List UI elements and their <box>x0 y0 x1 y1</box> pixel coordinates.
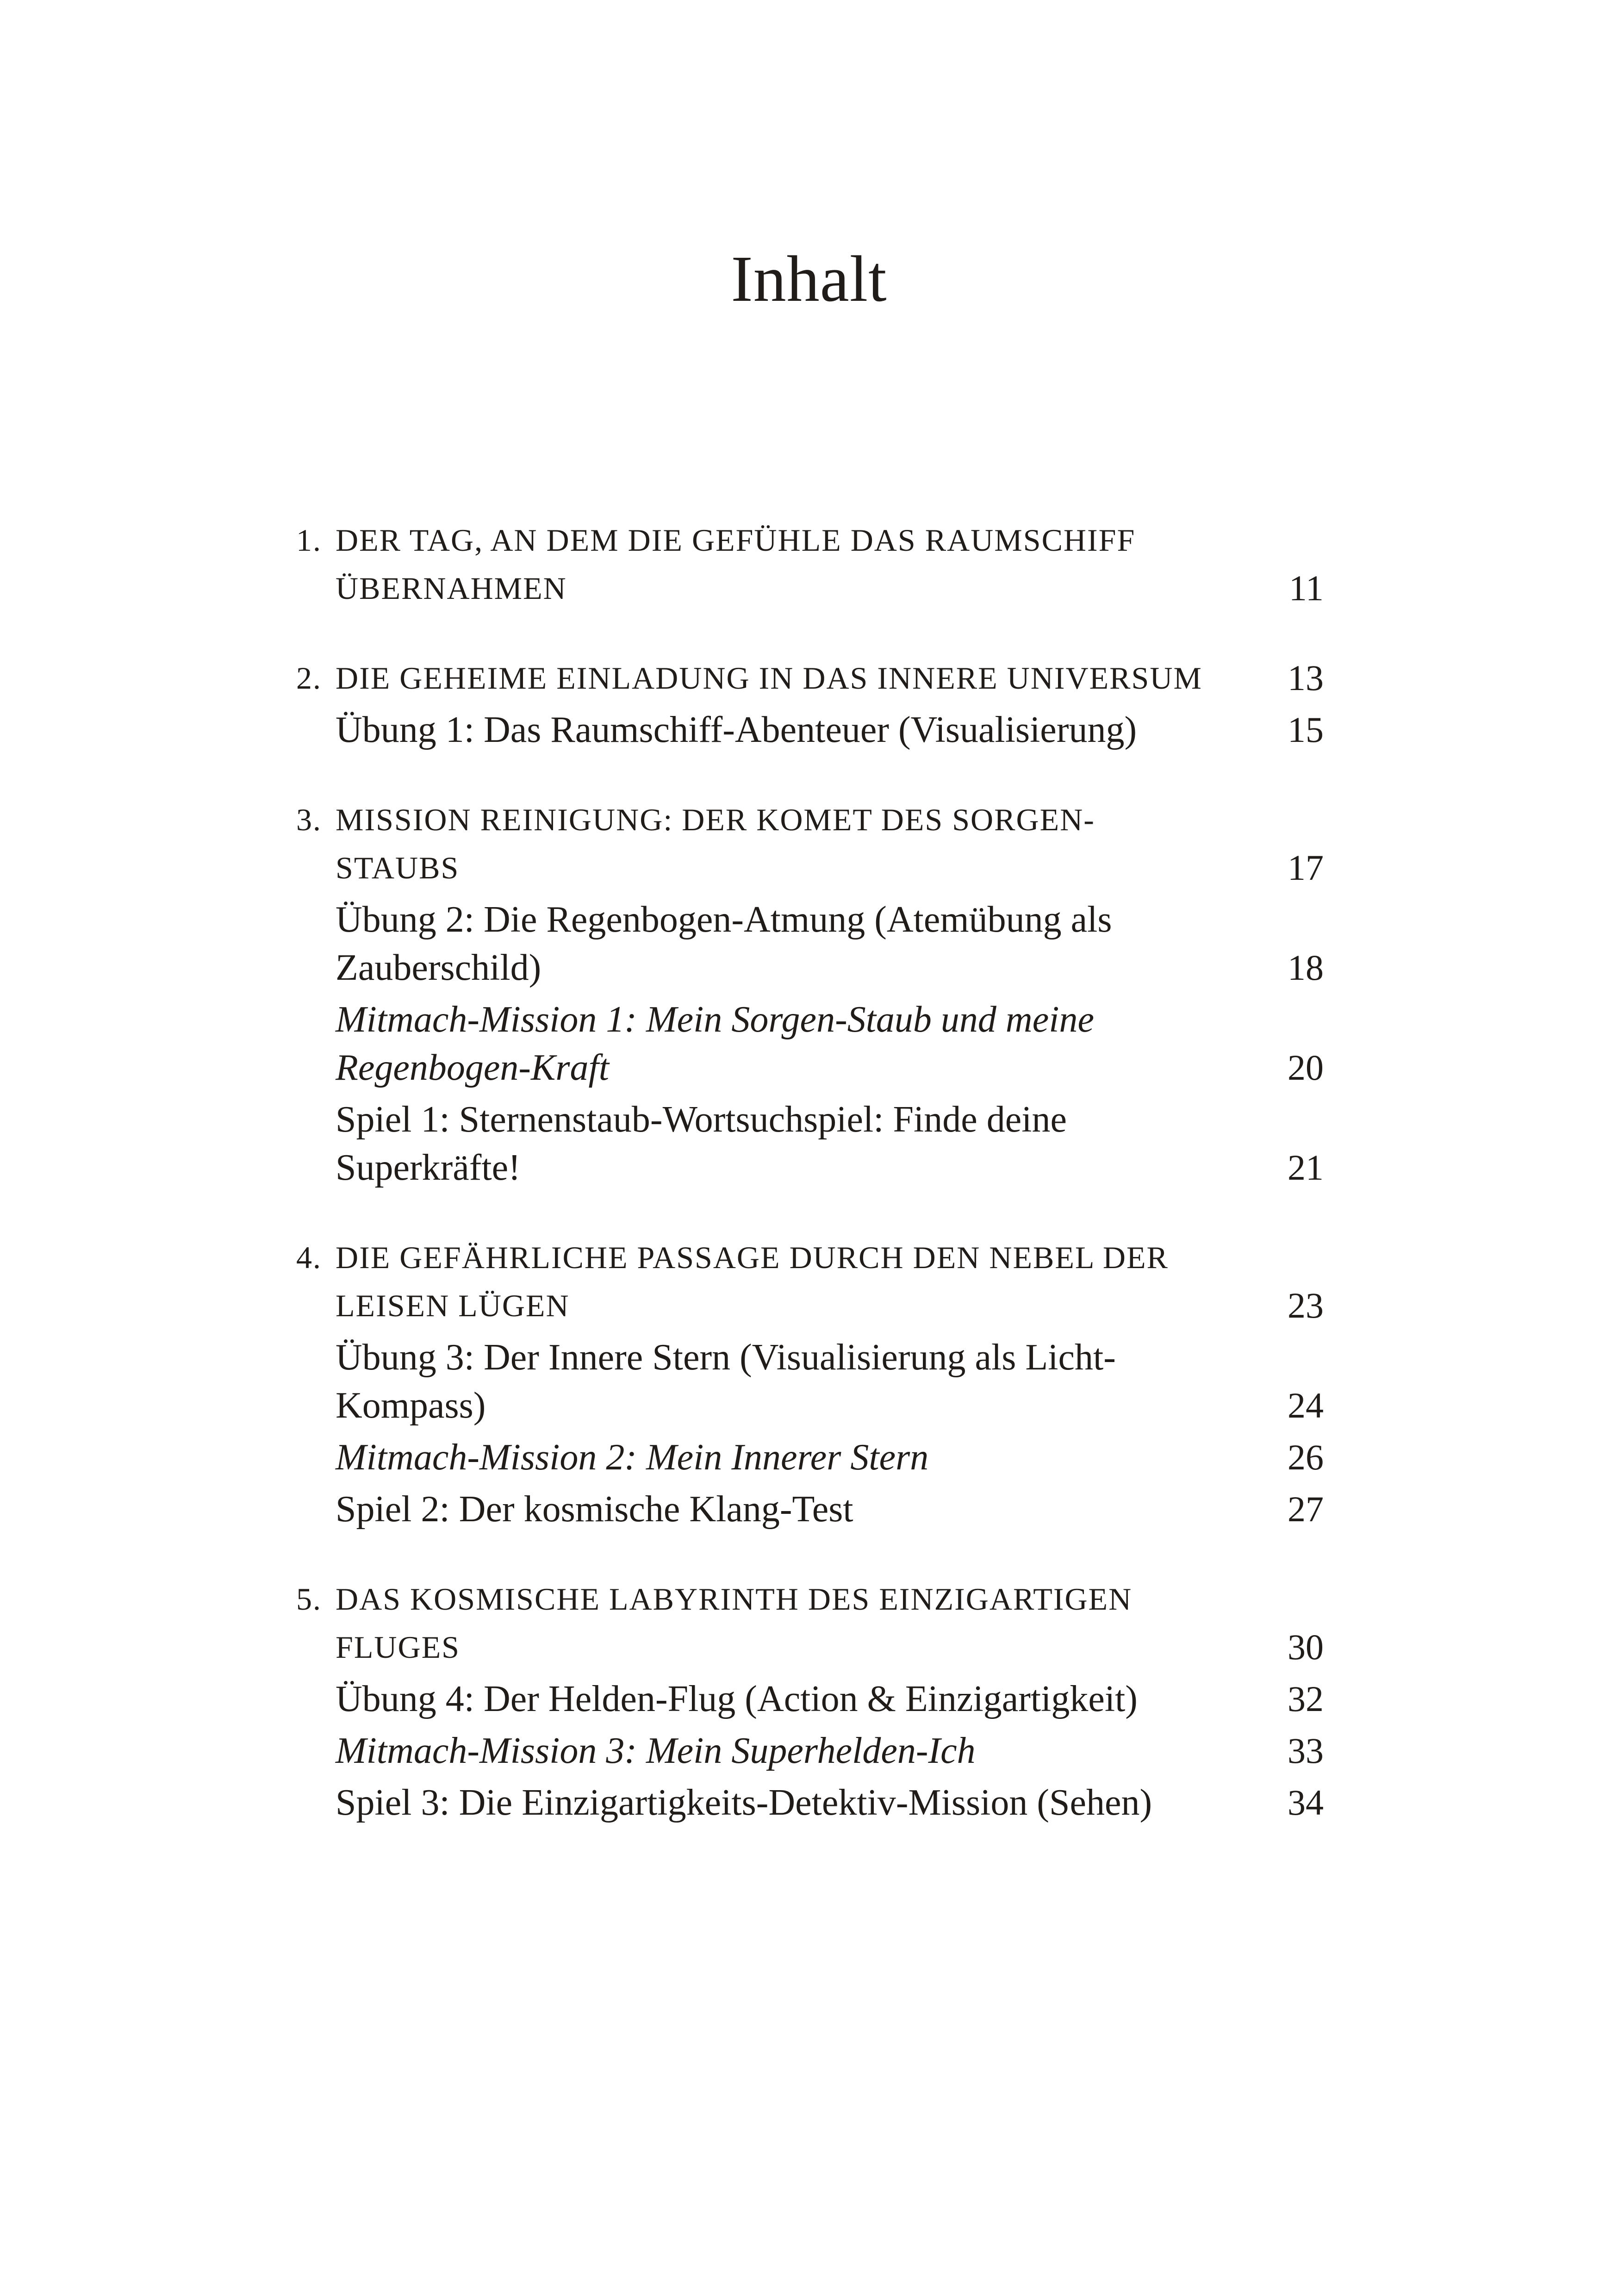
entry-title: Spiel 2: Der kosmische Klang-Test <box>336 1489 853 1530</box>
chapter-heading[interactable] <box>296 1575 1324 1671</box>
chapter-number: 1. <box>296 523 322 558</box>
page-number: 18 <box>1288 947 1324 988</box>
chapter-title: 2. DIE GEHEIME EINLADUNG IN DAS INNERE UNIVERSUM <box>296 654 1215 702</box>
chapter-number: 2. <box>296 660 322 696</box>
toc-entry[interactable] <box>296 1675 1324 1723</box>
chapter-title: 1. DER TAG, AN DEM DIE GEFÜHLE DAS RAUMSCHIFF ÜBERNAHMEN <box>296 516 1215 612</box>
entry-title: Spiel 1: Sternenstaub-Wortsuchspiel: Finde deine Superkräfte! <box>336 1099 1067 1188</box>
page-number: 32 <box>1288 1679 1324 1719</box>
chapter-title: 5. DAS KOSMISCHE LABYRINTH DES EINZIGARTIGEN FLUGES <box>296 1575 1215 1671</box>
page-number: 30 <box>1288 1627 1324 1667</box>
toc-entry[interactable] <box>296 1779 1324 1827</box>
chapter-heading[interactable] <box>296 654 1324 702</box>
chapter-number: 5. <box>296 1581 322 1617</box>
entry-title: Spiel 3: Die Einzigartigkeits-Detektiv-Mission (Sehen) <box>336 1782 1152 1823</box>
toc-entry[interactable] <box>296 1433 1324 1481</box>
entry-title: Mitmach-Mission 3: Mein Superhelden-Ich <box>336 1730 976 1771</box>
entry-title: Übung 4: Der Helden-Flug (Action & Einzigartigkeit) <box>336 1679 1138 1719</box>
toc-entry[interactable] <box>296 996 1324 1092</box>
toc-entry[interactable] <box>296 706 1324 754</box>
page-number: 21 <box>1288 1147 1324 1188</box>
page-number: 24 <box>1288 1385 1324 1425</box>
toc-chapter-4 <box>296 1233 1324 1533</box>
chapter-number: 4. <box>296 1240 322 1275</box>
chapter-number: 3. <box>296 802 322 837</box>
entry-title: Übung 2: Die Regenbogen-Atmung (Atemübung als Zauberschild) <box>336 899 1112 988</box>
page-number: 20 <box>1288 1047 1324 1088</box>
page-number: 17 <box>1288 847 1324 888</box>
toc-chapter-5 <box>296 1575 1324 1827</box>
page-number: 33 <box>1288 1730 1324 1771</box>
toc-chapter-3 <box>296 796 1324 1192</box>
entry-title: Mitmach-Mission 2: Mein Innerer Stern <box>336 1437 929 1478</box>
toc-entry[interactable] <box>296 1333 1324 1430</box>
chapter-heading[interactable] <box>296 1233 1324 1330</box>
chapter-title: 4. DIE GEFÄHRLICHE PASSAGE DURCH DEN NEBEL DER LEISEN LÜGEN <box>296 1233 1215 1330</box>
page-number: 23 <box>1288 1285 1324 1325</box>
page-number: 11 <box>1288 568 1324 608</box>
entry-title: Übung 3: Der Innere Stern (Visualisierung als Licht-Kompass) <box>336 1337 1116 1426</box>
entry-title: Mitmach-Mission 1: Mein Sorgen-Staub und meine Regenbogen-Kraft <box>336 999 1094 1088</box>
chapter-title: 3. MISSION REINIGUNG: DER KOMET DES SORGEN-STAUBS <box>296 796 1215 892</box>
chapter-heading[interactable] <box>296 516 1324 612</box>
toc-entry[interactable] <box>296 1485 1324 1533</box>
toc-chapter-1 <box>296 516 1324 612</box>
toc-entry[interactable] <box>296 896 1324 992</box>
toc-entry[interactable] <box>296 1727 1324 1775</box>
chapter-heading[interactable] <box>296 796 1324 892</box>
page-number: 26 <box>1288 1437 1324 1477</box>
page-number: 27 <box>1288 1489 1324 1529</box>
table-of-contents <box>296 516 1324 1827</box>
toc-chapter-2 <box>296 654 1324 754</box>
page-title: Inhalt <box>731 242 887 315</box>
page-number: 34 <box>1288 1782 1324 1823</box>
page-number: 13 <box>1288 658 1324 698</box>
entry-title: Übung 1: Das Raumschiff-Abenteuer (Visualisierung) <box>336 709 1137 750</box>
page-number: 15 <box>1288 709 1324 750</box>
toc-entry[interactable] <box>296 1095 1324 1192</box>
